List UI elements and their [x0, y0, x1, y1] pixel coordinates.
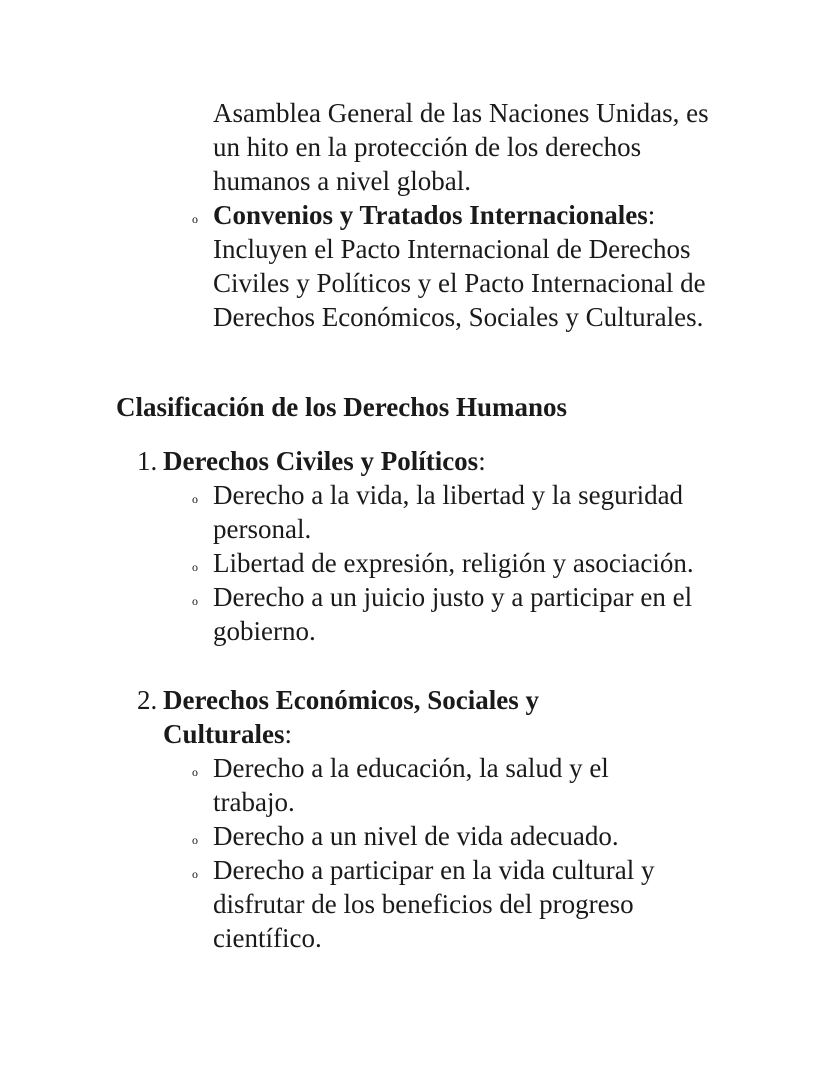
item-text: Derecho a la vida, la libertad y la seguridad personal.: [213, 480, 684, 544]
item-colon: :: [647, 200, 656, 230]
item-title: Derechos Civiles y Políticos: [163, 446, 479, 476]
circle-bullet-icon: o: [192, 833, 198, 847]
circle-bullet-icon: o: [192, 594, 198, 608]
list-item: [192, 546, 723, 580]
circle-bullet-icon: o: [192, 867, 198, 881]
numbered-item-1: [137, 444, 723, 648]
list-item: [192, 580, 723, 648]
top-block: [192, 96, 733, 334]
item-colon: :: [478, 446, 486, 476]
item-text: Derecho a un juicio justo y a participar en el gobierno.: [213, 582, 693, 646]
item-text: Libertad de expresión, religión y asociación.: [213, 548, 694, 578]
list-item: [192, 819, 673, 853]
item-number: 2.: [137, 685, 158, 715]
item-text: Derecho a un nivel de vida adecuado.: [213, 821, 619, 851]
item-number: 1.: [137, 446, 158, 476]
list-item: [192, 853, 673, 955]
circle-bullet-icon: o: [192, 492, 198, 506]
circle-bullet-icon: o: [192, 560, 198, 574]
sub-list: [163, 478, 723, 648]
list-item: [192, 478, 723, 546]
item-text: Incluyen el Pacto Internacional de Derechos Civiles y Políticos y el Pacto Internacional de Derechos Económicos, Sociales y Culturales.: [213, 234, 706, 332]
circle-bullet-icon: o: [192, 212, 198, 226]
item-title: Derechos Económicos, Sociales y Culturales: [163, 685, 539, 749]
continued-paragraph: Asamblea General de las Naciones Unidas, es un hito en la protección de los derechos humanos a nivel global.: [213, 98, 709, 196]
numbered-item-2: [137, 683, 673, 955]
item-text: Derecho a participar en la vida cultural y disfrutar de los beneficios del progreso científico.: [213, 855, 655, 953]
item-text: Derecho a la educación, la salud y el trabajo.: [213, 753, 609, 817]
item-colon: :: [284, 719, 293, 749]
list-item: [192, 198, 733, 334]
circle-bullet-icon: o: [192, 765, 198, 779]
section-heading: Clasificación de los Derechos Humanos: [116, 392, 567, 422]
sub-list: [163, 751, 673, 955]
item-title: Convenios y Tratados Internacionales: [213, 200, 648, 230]
list-item: [192, 751, 673, 819]
